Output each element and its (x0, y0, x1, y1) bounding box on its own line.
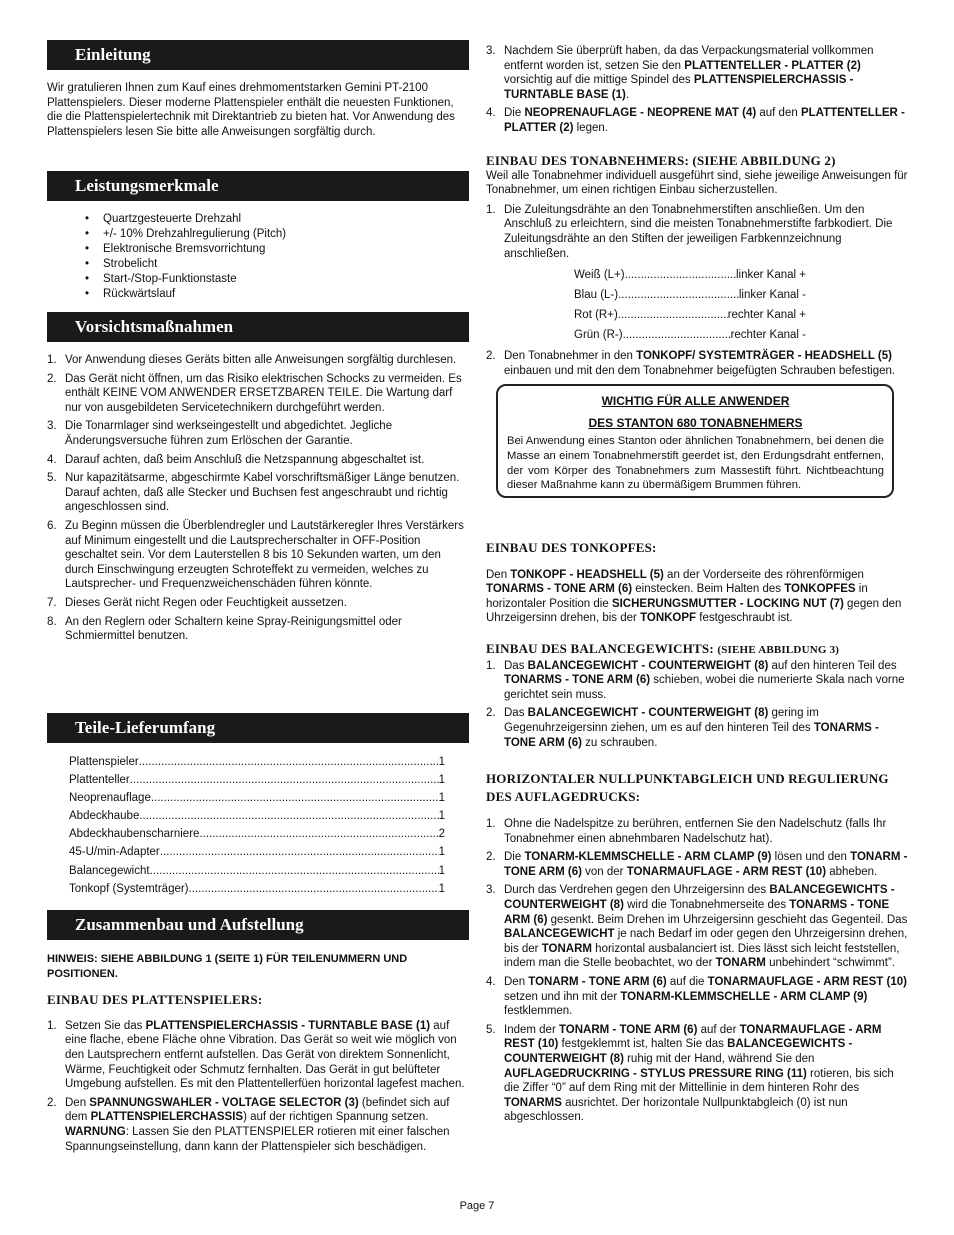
list-item (486, 975, 908, 1019)
section-zusammenbau (47, 910, 469, 1158)
wire-color-table (574, 265, 806, 345)
list-item: 1. Die Zuleitungsdrähte an den Tonabnehmerstiften anschließen. Um den Anschluß zu erleichtern, sind die meisten Tonabnehmerstifte farbkodiert. Die Zuleitungsdrähte an den Stiften der jeweiligen Farbkennzeichnung anschließen. (486, 203, 893, 260)
section-heading: Zusammenbau und Aufstellung (47, 910, 469, 940)
item-number: 5. (47, 472, 57, 485)
part-name: Plattenspieler (69, 756, 139, 768)
wire-row (574, 325, 806, 345)
list-item (47, 1019, 469, 1092)
dot-leader (160, 843, 439, 861)
box-text: Bei Anwendung eines Stanton oder ähnlichen Tonabnehmern, bei denen die Masse an einem Tonabnehmerstift geerdet ist, den Erdungsdraht entfernen, der vom Körper des Tonabnehmers zum Massestift führt. Nichtbeachtung dieser Maßnahme kann zu übermäßigem Brummen führen. (507, 435, 884, 492)
dot-leader (151, 789, 439, 807)
assembly-list (47, 1019, 469, 1154)
bold-term: TONARM (715, 957, 766, 970)
feature-item: • Start-/Stop-Funktionstaste (85, 272, 469, 287)
bold-term: TONKOPF - HEADSHELL (5) (510, 568, 664, 581)
item-number: 6. (47, 519, 57, 532)
part-qty: 2 (438, 828, 445, 841)
part-row (69, 862, 445, 880)
bold-term: TONARM-KLEMMSCHELLE - ARM CLAMP (9) (524, 851, 772, 864)
bold-term: TONARMAUFLAGE - ARM REST (10) (504, 1023, 882, 1051)
hinweis-note: HINWEIS: SIEHE ABBILDUNG 1 (SEITE 1) FÜR TEILENUMMERN UND POSITIONEN. (47, 953, 408, 980)
bold-term: WARNUNG (65, 1125, 126, 1138)
bold-term: NEOPRENAUFLAGE - NEOPRENE MAT (4) (524, 107, 757, 120)
part-row (69, 807, 445, 825)
item-text: Das BALANCEGEWICHT - COUNTERWEIGHT (8) auf den hinteren Teil des TONARMS - TONE ARM (6) schieben, wobei die numerierte Skala nach vorne gerichtet sein muss. (504, 659, 905, 701)
part-row (69, 825, 445, 843)
box-title: DES STANTON 680 TONABNEHMERS (588, 416, 803, 431)
item-number: 2. (47, 372, 57, 385)
item-text: Nur kapazitätsarme, abgeschirmte Kabel vorschriftsmäßiger Länge benutzen. Darauf achten, daß alle Stecker und Buchsen fest angeschraubt und richtig angeschlossen sind. (65, 472, 460, 514)
part-name: 45-U/min-Adapter (69, 846, 160, 859)
dot-leader (618, 285, 739, 305)
list-item (47, 453, 469, 468)
part-qty: 1 (438, 792, 445, 805)
section-leistungsmerkmale (47, 171, 469, 302)
box-title: WICHTIG FÜR ALLE ANWENDER (601, 394, 790, 409)
wire-channel: linker Kanal - (738, 289, 806, 302)
parts-list (69, 753, 445, 898)
feature-item: • Quartzgesteuerte Drehzahl (85, 212, 469, 227)
bold-term: SPANNUNGSWAHLER - VOLTAGE SELECTOR (3) (89, 1096, 359, 1109)
part-row (69, 789, 445, 807)
bold-term: TONARMS - TONE ARM (6) (504, 721, 879, 749)
list-item (486, 659, 908, 703)
feature-item: • Rückwärtslauf (85, 287, 469, 302)
dot-leader (139, 753, 439, 771)
bold-term: BALANCEGEWICHTS - COUNTERWEIGHT (8) (504, 1038, 853, 1065)
tonabnehmer-list-2 (486, 349, 908, 378)
wire-channel: rechter Kanal - (730, 329, 806, 342)
bold-term: PLATTENSPIELERCHASSIS (90, 1111, 244, 1124)
list-item (47, 471, 469, 515)
item-number: 4. (486, 975, 496, 988)
bold-term: TONARM-KLEMMSCHELLE - ARM CLAMP (9) (620, 990, 868, 1003)
item-text: Nachdem Sie überprüft haben, da das Verpackungsmaterial vollkommen entfernt worden ist, setzen Sie den PLATTENTELLER - PLATTER (2) vorsichtig auf die mittige Spindel des PLATTENSPIELERCHASSIS - TURNTABLE BASE (1). (504, 45, 874, 101)
sub-heading: HORIZONTALER NULLPUNKTABGLEICH UND REGULIERUNG DES AUFLAGEDRUCKS: (486, 771, 889, 804)
section-teile (47, 713, 469, 898)
item-number: 1. (486, 659, 496, 672)
part-qty: 1 (438, 774, 445, 787)
item-text: Den SPANNUNGSWAHLER - VOLTAGE SELECTOR (3) (befindet sich auf dem PLATTENSPIELERCHASSIS) auf der richtigen Spannung setzen. WARNUNG: Lassen Sie den PLATTENSPIELER rotieren mit einer falschen Spannungseinstellung, dann kann der Plattenspieler sich beschädigen. (65, 1096, 450, 1153)
list-item (486, 106, 908, 135)
feature-item: • Strobelicht (85, 257, 469, 272)
item-number: 5. (486, 1023, 496, 1036)
item-text: Den TONARM - TONE ARM (6) auf die TONARMAUFLAGE - ARM REST (10) setzen und ihn mit der TONARM-KLEMMSCHELLE - ARM CLAMP (9) festklemmen. (504, 975, 907, 1018)
item-text: Das Gerät nicht öffnen, um das Risiko elektrischen Schocks zu vermeiden. Es enthält KEINE VOM ANWENDER ERSETZBAREN TEILE. Die Wartung darf nur von ausgebildeten Servicetechnikern durchgeführt werden. (65, 372, 462, 414)
section-heading: Leistungsmerkmale (47, 171, 469, 201)
bold-term: PLATTENSPIELERCHASSIS - TURNTABLE BASE (1) (145, 1019, 431, 1032)
dot-leader (199, 825, 438, 843)
bold-term: TONARMS (504, 1096, 562, 1109)
list-item (486, 883, 908, 971)
tonabnehmer-intro: Weil alle Tonabnehmer individuell ausgeführt sind, siehe jeweilige Anweisungen für Tonabnehmer, um einen richtigen Einbau sicherzustellen. (486, 169, 908, 197)
precautions-list (47, 353, 469, 644)
item-text: Setzen Sie das PLATTENSPIELERCHASSIS - TURNTABLE BASE (1) auf eine flache, ebene Fläche ohne Vibration. Das Gerät so weit wie möglich von den Lautsprechern entfernt aufstellen. Das Gerät von direktem Sonnenlicht, Wärme, Feuchtigkeit oder Schmutz fernhalten. Das Gerät in gut belüfteter Umgebung aufstellen. Es mit den Plattentellerfüen horizontal lagefest machen. (65, 1019, 465, 1091)
item-text: Ohne die Nadelspitze zu berühren, entfernen Sie den Nadelschutz (falls Ihr Tonabnehmer einen abnehmbaren Nadelschutz hat). (504, 818, 887, 845)
list-item (47, 615, 469, 644)
list-item (47, 353, 469, 368)
item-text: Das BALANCEGEWICHT - COUNTERWEIGHT (8) gering im Gegenuhrzeigersinn ziehen, um es auf den hinteren Teil des TONARMS - TONE ARM (6) zu schrauben. (504, 707, 879, 749)
wire-row (574, 305, 806, 325)
sub-heading: EINBAU DES PLATTENSPIELERS: (47, 992, 263, 1008)
list-item (486, 1023, 908, 1125)
item-number: 2. (486, 707, 496, 720)
wire-channel: rechter Kanal + (727, 309, 806, 322)
bold-term: SICHERUNGSMUTTER - LOCKING NUT (7) (611, 597, 844, 610)
part-name: Plattenteller (69, 774, 130, 787)
wichtig-box (496, 384, 894, 497)
item-text: Zu Beginn müssen die Überblendregler und Lautstärkeregler Ihres Verstärkers auf Minimum eingestellt und die Lautsprecherschalter in OFF-Position geschaltet sein. Vor dem Lauterstellen 8 bis 10 Sekunden warten, um den durch Einschwingung erzeugten Schroteffekt zu vermeiden, welches zu Lautsprecher- und Frequenzweichenschäden führen könnte. (65, 519, 464, 591)
list-item (47, 372, 469, 416)
item-number: 3. (486, 45, 496, 57)
feature-item: • Elektronische Bremsvorrichtung (85, 242, 469, 257)
bold-term: TONKOPF (640, 612, 697, 625)
part-qty: 1 (438, 864, 445, 877)
dot-leader (618, 305, 728, 325)
section-nullpunkt (486, 770, 908, 1129)
feature-item: • +/- 10% Drehzahlregulierung (Pitch) (85, 227, 469, 242)
bold-term: TONARM - TONE ARM (6) (504, 851, 908, 878)
bold-term: TONKOPF/ SYSTEMTRÄGER - HEADSHELL (5) (636, 350, 892, 363)
wire-row (574, 265, 806, 285)
list-item (47, 596, 469, 611)
dot-leader (130, 771, 439, 789)
section-heading: Vorsichtsmaßnahmen (47, 312, 469, 342)
bold-term: TONARMS - TONE ARM (6) (504, 674, 651, 687)
item-number: 4. (47, 453, 57, 466)
part-row (69, 880, 445, 898)
sub-heading: EINBAU DES TONKOPFES: (486, 540, 657, 555)
part-row (69, 753, 445, 771)
part-name: Abdeckhaube (69, 810, 140, 823)
item-number: 3. (47, 420, 57, 433)
item-number: 2. (47, 1096, 57, 1109)
section-heading: Einleitung (47, 40, 469, 70)
list-item (47, 1096, 469, 1154)
balance-list (486, 659, 908, 751)
part-qty: 1 (438, 882, 445, 895)
dot-leader (625, 265, 736, 285)
features-list (47, 212, 469, 302)
list-item (486, 44, 908, 102)
item-number: 8. (47, 615, 57, 628)
item-number: 1. (486, 818, 496, 830)
bold-term: PLATTENTELLER - PLATTER (2) (504, 107, 905, 134)
item-text: Indem der TONARM - TONE ARM (6) auf der TONARMAUFLAGE - ARM REST (10) festgeklemmt ist, halten Sie das BALANCEGEWICHTS - COUNTERWEIGHT (8) ruhig mit der Hand, während Sie den AUFLAGEDRUCKRING - STYLUS PRESSURE RING (11) rotieren, bis sich die Ziffer “0” auf dem Ring mit der Mittellinie in dem hinteren Rohr des TONARMS ausrichtet. Der horizontale Nullpunktabgleich (0) ist nun abgeschlossen. (504, 1023, 894, 1124)
sub-heading: EINBAU DES TONABNEHMERS: (SIEHE ABBILDUNG 2) (486, 153, 836, 168)
bold-term: TONARMS - TONE ARM (6) (504, 898, 890, 926)
part-name: Tonkopf (Systemträger) (69, 882, 189, 895)
item-text: Vor Anwendung dieses Geräts bitten alle Anweisungen sorgfältig durchlesen. (65, 354, 457, 366)
section-heading: Teile-Lieferumfang (47, 713, 469, 743)
item-number: 7. (47, 596, 57, 609)
bold-term: TONARM - TONE ARM (6) (558, 1023, 698, 1036)
bold-term: BALANCEGEWICHT - COUNTERWEIGHT (8) (527, 659, 769, 672)
section-tonkopf (486, 541, 908, 626)
bold-term: TONARMAUFLAGE - ARM REST (10) (707, 975, 907, 988)
dot-leader (150, 862, 439, 880)
part-qty: 1 (438, 846, 445, 859)
wire-color: Weiß (L+) (574, 269, 625, 282)
tonkopf-paragraph: Den TONKOPF - HEADSHELL (5) an der Vorderseite des röhrenförmigen TONARMS - TONE ARM (6) einstecken. Beim Halten des TONKOPFES in horizontaler Position die SICHERUNGSMUTTER - LOCKING NUT (7) gegen den Uhrzeigersinn drehen, bis der TONKOPF festgeschraubt ist. (486, 568, 902, 625)
item-text: An den Reglern oder Schaltern keine Spray-Reinigungsmittel oder Schmiermittel benutzen. (65, 615, 402, 643)
wire-color: Blau (L-) (574, 289, 619, 302)
assembly-list-continued (486, 44, 908, 140)
item-text: Die TONARM-KLEMMSCHELLE - ARM CLAMP (9) lösen und den TONARM - TONE ARM (6) von der TONARMAUFLAGE - ARM REST (10) abheben. (504, 851, 908, 878)
list-item (486, 706, 908, 750)
dot-leader (189, 880, 439, 898)
page-number: Page 7 (459, 1200, 495, 1212)
list-item (47, 519, 469, 592)
item-text: Die NEOPRENAUFLAGE - NEOPRENE MAT (4) auf den PLATTENTELLER - PLATTER (2) legen. (504, 107, 905, 134)
section-balance (486, 642, 908, 754)
bold-term: BALANCEGEWICHT - COUNTERWEIGHT (8) (527, 707, 769, 720)
item-text: Dieses Gerät nicht Regen oder Feuchtigkeit aussetzen. (65, 596, 347, 609)
tonabnehmer-list (486, 203, 908, 261)
bold-term: TONARMAUFLAGE - ARM REST (10) (626, 865, 827, 878)
bold-term: TONKOPFES (784, 583, 856, 596)
item-number: 1. (47, 354, 57, 366)
list-item (486, 817, 908, 846)
list-item (47, 419, 469, 448)
item-number: 2. (486, 851, 496, 864)
dot-leader (623, 325, 731, 345)
section-vorsicht (47, 312, 469, 648)
nullpunkt-list (486, 817, 908, 1125)
bold-term: TONARM - TONE ARM (6) (528, 975, 667, 988)
sub-heading: EINBAU DES BALANCEGEWICHTS: (SIEHE ABBILDUNG 3) (486, 641, 840, 656)
bold-term: AUFLAGEDRUCKRING - STYLUS PRESSURE RING (11) (504, 1067, 807, 1080)
bold-term: TONARM (541, 942, 592, 955)
part-row (69, 843, 445, 861)
dot-leader (139, 807, 438, 825)
item-text: Die Tonarmlager sind werkseingestellt und abgedichtet. Jegliche Änderungsversuche führen zum Erlöschen der Garantie. (65, 420, 393, 447)
wire-channel: linker Kanal + (736, 269, 806, 282)
intro-paragraph: Wir gratulieren Ihnen zum Kauf eines drehmomentstarken Gemini PT-2100 Plattenspielers. Dieser moderne Plattenspieler enthält die neuesten Funktionen, die die Plattenspielertechnik mit Direktantrieb zu bieten hat. Vor Anwendung des Plattenspielers lesen Sie bitte alle Anweisungen sorgfältig durch. (47, 82, 455, 138)
wire-color: Rot (R+) (574, 309, 618, 322)
item-number: 1. (47, 1019, 57, 1032)
list-item (486, 850, 908, 879)
list-item: 2. Den Tonabnehmer in den TONKOPF/ SYSTEMTRÄGER - HEADSHELL (5) einbauen und mit den dem Tonabnehmer beigefügten Schrauben befestigen. (486, 350, 896, 377)
bold-term: TONARMS - TONE ARM (6) (486, 583, 633, 596)
part-name: Abdeckhaubenscharniere (69, 828, 200, 841)
wire-color: Grün (R-) (574, 329, 623, 342)
item-number: 4. (486, 107, 496, 120)
item-number: 3. (486, 884, 496, 897)
bold-term: PLATTENSPIELERCHASSIS - TURNTABLE BASE (1) (504, 74, 854, 101)
bold-term: BALANCEGEWICHTS - COUNTERWEIGHT (8) (504, 884, 895, 911)
item-text: Darauf achten, daß beim Anschluß die Netzspannung abgeschaltet ist. (65, 453, 425, 466)
bold-term: BALANCEGEWICHT (504, 928, 615, 941)
item-text: Durch das Verdrehen gegen den Uhrzeigersinn des BALANCEGEWICHTS - COUNTERWEIGHT (8) wird die Tonabnehmerseite des TONARMS - TONE ARM (6) gesenkt. Beim Drehen im Uhrzeigersinn geschieht das Gegenteil. Das BALANCEGEWICHT je nach Bedarf im oder gegen den Uhrzeigersinn drehen, bis der TONARM horizontal ausbalanciert ist. Dies lässt sich leicht feststellen, indem man die Stelle beobachtet, wo der TONARM unbehindert “schwimmt”. (504, 884, 908, 970)
part-name: Neoprenauflage (69, 792, 151, 805)
part-name: Balancegewicht (69, 864, 150, 877)
wire-row (574, 285, 806, 305)
section-einleitung (47, 40, 469, 139)
section-tonabnehmer (486, 154, 908, 498)
part-qty: 1 (438, 810, 445, 823)
bold-term: PLATTENTELLER - PLATTER (2) (684, 59, 861, 72)
part-qty: 1 (438, 756, 445, 768)
part-row (69, 771, 445, 789)
